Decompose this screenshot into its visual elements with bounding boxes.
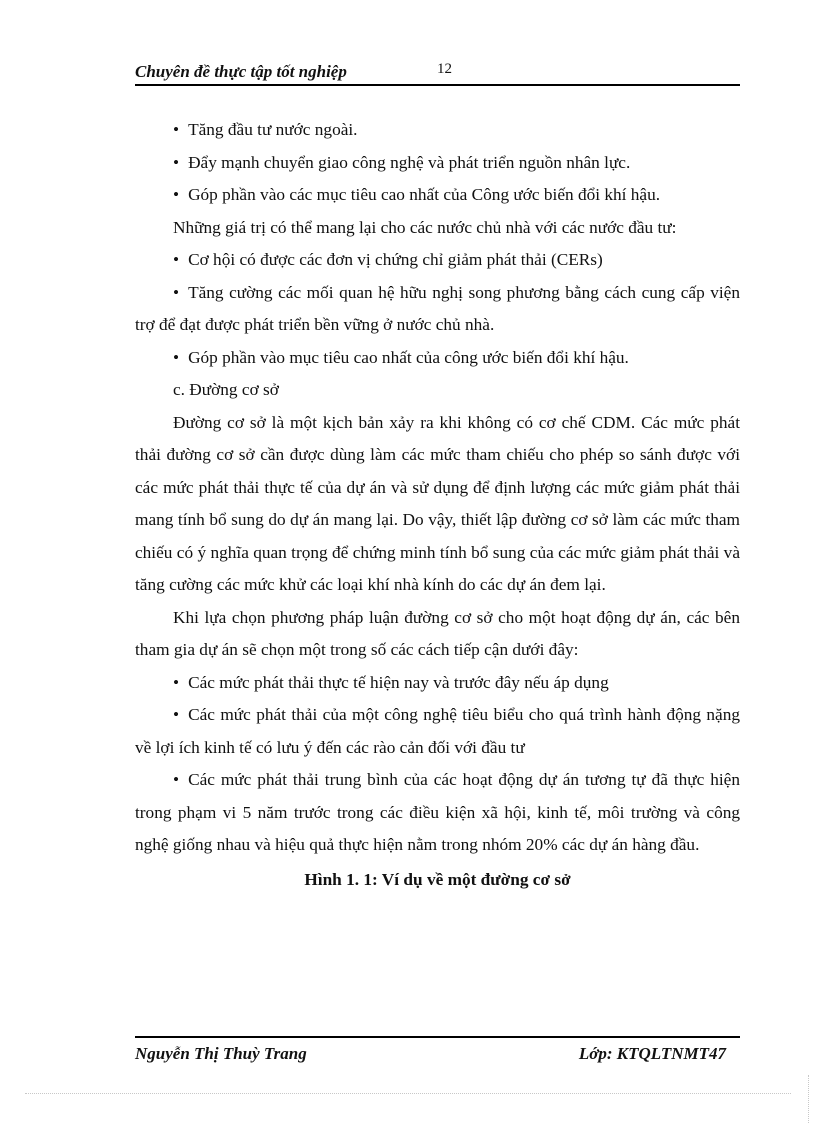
bullet-icon: • [173, 282, 180, 302]
bullet-item: • Cơ hội có được các đơn vị chứng chỉ giảm phát thải (CERs) [173, 250, 603, 269]
page-body [135, 114, 740, 896]
page-footer [135, 1036, 740, 1063]
page-number: 12 [437, 61, 452, 77]
methodology-paragraph: Khi lựa chọn phương pháp luận đường cơ sở cho một hoạt động dự án, các bên tham gia dự án sẽ chọn một trong số các cách tiếp cận dưới đây: [135, 607, 740, 659]
bullet-item: • Đẩy mạnh chuyển giao công nghệ và phát triển nguồn nhân lực. [173, 152, 631, 172]
bullet-icon: • [173, 770, 180, 789]
bullet-icon: • [173, 347, 180, 367]
class-label: Lớp: KTQLTNMT47 [578, 1044, 726, 1063]
bullet-item: • Tăng cường các mối quan hệ hữu nghị song phương bằng cách cung cấp viện trợ để đạt được phát triển bền vững ở nước chủ nhà. [135, 282, 740, 334]
section-heading: c. Đường cơ sở [173, 380, 279, 399]
bullet-icon: • [173, 120, 180, 139]
bullet-item: • Các mức phát thải trung bình của các hoạt động dự án tương tự đã thực hiện trong phạm vi 5 năm trước trong các điều kiện xã hội, kinh tế, môi trường và công nghệ giống nhau và hiệu quả thực hiện nằm trong nhóm 20% các dự án hàng đầu. [135, 770, 740, 854]
bullet-icon: • [173, 185, 180, 204]
bullet-item: • Các mức phát thải của một công nghệ tiêu biểu cho quá trình hành động nặng về lợi ích kinh tế có lưu ý đến các rào cản đối với đầu tư [135, 705, 740, 757]
bullet-item: • Góp phần vào mục tiêu cao nhất của công ước biến đổi khí hậu. [173, 347, 629, 367]
figure-caption: Hình 1. 1: Ví dụ về một đường cơ sở [304, 869, 571, 889]
bullet-icon: • [173, 672, 180, 692]
bullet-icon: • [173, 152, 180, 172]
bullet-item: • Các mức phát thải thực tế hiện nay và trước đây nếu áp dụng [173, 672, 609, 692]
author-name: Nguyễn Thị Thuỳ Trang [135, 1044, 307, 1063]
page-edge-divider [25, 1093, 791, 1094]
page-edge-marker [808, 1075, 809, 1123]
values-intro-paragraph: Những giá trị có thể mang lại cho các nước chủ nhà với các nước đầu tư: [173, 217, 677, 237]
bullet-item: • Tăng đầu tư nước ngoài. [173, 120, 358, 139]
page-header [135, 58, 740, 86]
document-title: Chuyên đề thực tập tốt nghiệp [135, 62, 347, 81]
bullet-icon: • [173, 705, 180, 724]
bullet-icon: • [173, 250, 180, 269]
baseline-paragraph: Đường cơ sở là một kịch bản xảy ra khi không có cơ chế CDM. Các mức phát thải đường cơ sở cần được dùng làm các mức tham chiếu cho phép so sánh được với các mức phát thải thực tế của dự án và sử dụng để định lượng các mức giảm phát thải mang tính bổ sung do dự án mang lại. Do vậy, thiết lập đường cơ sở làm các mức tham chiếu có ý nghĩa quan trọng để chứng minh tính bổ sung của các mức giảm phát thải và tăng cường các mức khử các loại khí nhà kính do các dự án đem lại. [135, 412, 740, 594]
bullet-item: • Góp phần vào các mục tiêu cao nhất của Công ước biến đổi khí hậu. [173, 185, 661, 204]
